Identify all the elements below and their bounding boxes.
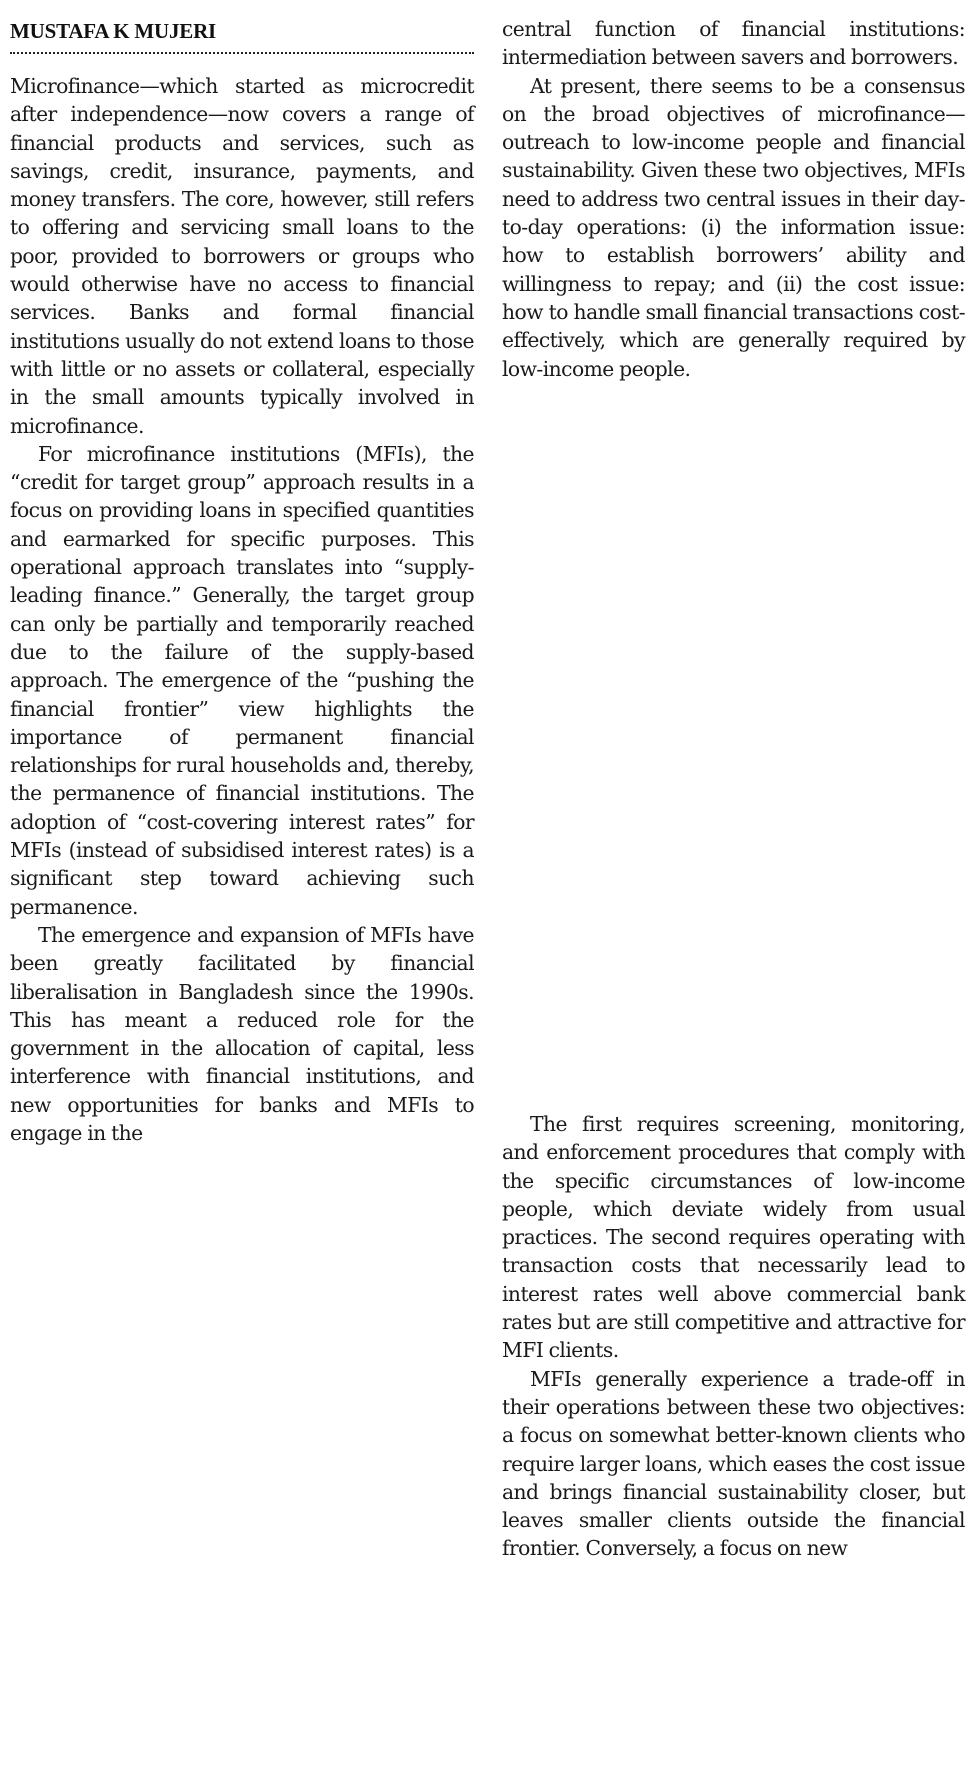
article-column-right-bottom <box>502 1110 965 1563</box>
article-paragraph: Microfinance—which started as microcredit after independence—now covers a range of financial products and services, such as savings, credit, insurance, payments, and money transfers. The core, however, still refers to offering and servicing small loans to the poor, provided to borrowers or groups who would otherwise have no access to financial services. Banks and formal financial institutions usually do not extend loans to those with little or no assets or collateral, especially in the small amounts typically involved in microfinance. <box>10 74 474 438</box>
article-paragraph-continued: central function of financial institutions: intermediation between savers and borrowers. <box>502 17 965 70</box>
article-paragraph: At present, there seems to be a consensus on the broad objectives of microfinance—outreach to low-income people and financial sustainability. Given these two objectives, MFIs need to address two central issues in their day-to-day operations: (i) the information issue: how to establish borrowers’ ability and willingness to repay; and (ii) the cost issue: how to handle small financial transactions cost-effectively, which are generally required by low-income people. <box>502 73 965 381</box>
article-column-left <box>10 72 474 1147</box>
article-paragraph: The emergence and expansion of MFIs have been greatly facilitated by financial liberalisation in Bangladesh since the 1990s. This has meant a reduced role for the government in the allocation of capital, less interference with financial institutions, and new opportunities for banks and MFIs to engage in the <box>10 922 474 1145</box>
article-paragraph: For microfinance institutions (MFIs), the “credit for target group” approach results in a focus on providing loans in specified quantities and earmarked for specific purposes. This operational approach translates into “supply-leading finance.” Generally, the target group can only be partially and temporarily reached due to the failure of the supply-based approach. The emergence of the “pushing the financial frontier” view highlights the importance of permanent financial relationships for rural households and, thereby, the permanence of financial institutions. The adoption of “cost-covering interest rates” for MFIs (instead of subsidised interest rates) is a significant step toward achieving such permanence. <box>10 441 474 919</box>
article-column-right-top <box>502 15 965 383</box>
author-byline: MUSTAFA K MUJERI <box>10 18 474 54</box>
article-paragraph: MFIs generally experience a trade-off in their operations between these two objectives: a focus on somewhat better-known clients who require larger loans, which eases the cost issue and brings financial sustainability closer, but leaves smaller clients outside the financial frontier. Conversely, a focus on new <box>502 1366 965 1561</box>
article-paragraph: The first requires screening, monitoring, and enforcement procedures that comply with the specific circumstances of low-income people, which deviate widely from usual practices. The second requires operating with transaction costs that necessarily lead to interest rates well above commercial bank rates but are still competitive and attractive for MFI clients. <box>502 1112 965 1363</box>
